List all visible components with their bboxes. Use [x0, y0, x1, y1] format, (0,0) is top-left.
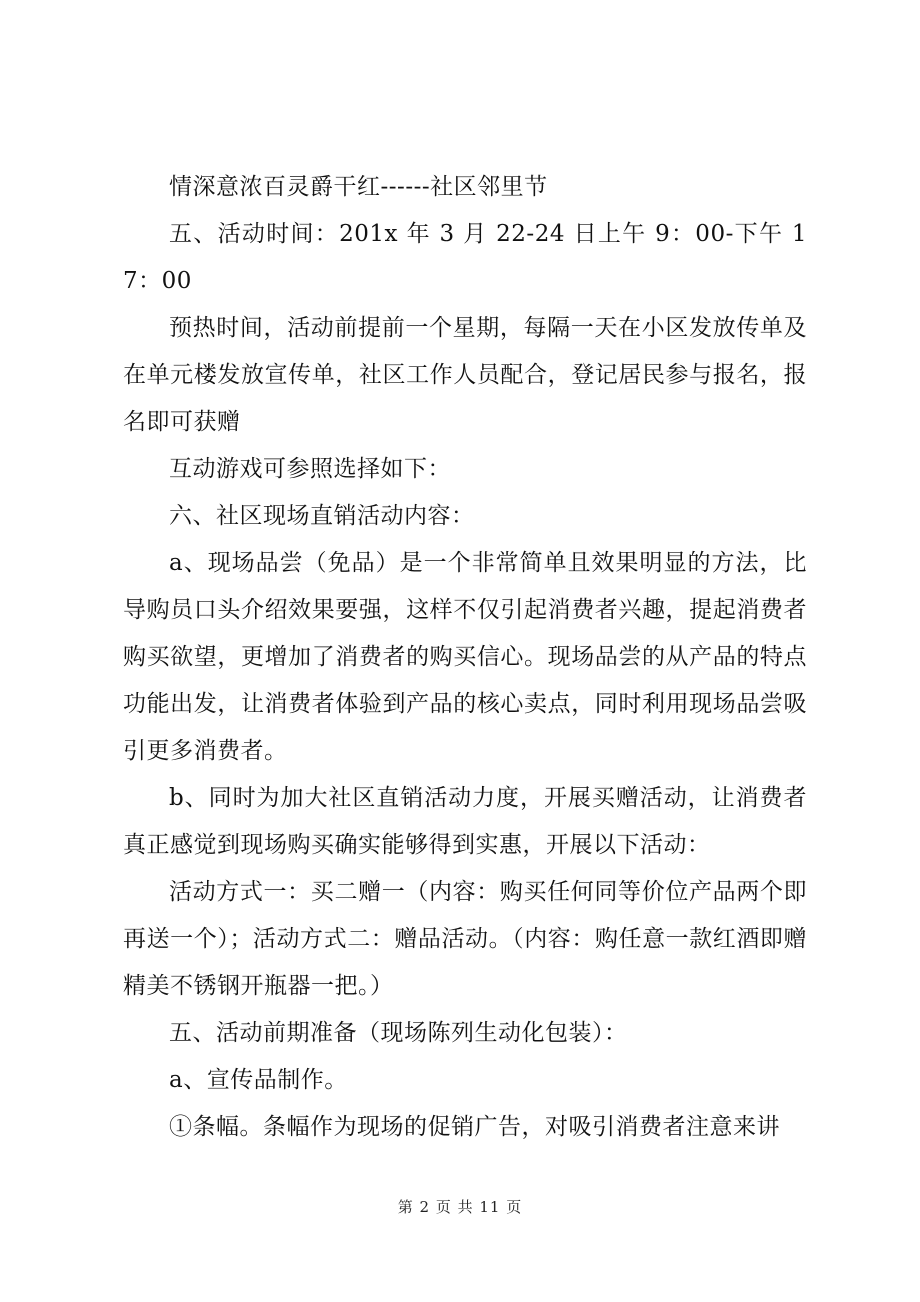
paragraph-games: 互动游戏可参照选择如下： — [169, 456, 451, 482]
page-number: 第 2 页 共 11 页 — [397, 1198, 523, 1216]
document-body — [123, 164, 807, 1151]
page-footer — [0, 1196, 920, 1217]
paragraph-banner: ①条幅。条幅作为现场的促销广告，对吸引消费者注意来讲 — [169, 1114, 780, 1140]
paragraph-title: 情深意浓百灵爵干红------社区邻里节 — [169, 174, 548, 200]
paragraph-activity-modes: 活动方式一：买二赠一（内容：购买任何同等价位产品两个即再送一个）；活动方式二：赠品活动。（内容：购任意一款红酒即赠精美不锈钢开瓶器一把。） — [123, 879, 807, 999]
paragraph-preparation: 五、活动前期准备（现场陈列生动化包装）： — [169, 1020, 628, 1046]
paragraph-section-six: 六、社区现场直销活动内容： — [169, 503, 475, 529]
paragraph-activity-time: 五、活动时间：201x 年 3 月 22-24 日上午 9：00-下午 17：00 — [123, 221, 807, 294]
paragraph-promotion: b、同时为加大社区直销活动力度，开展买赠活动，让消费者真正感觉到现场购买确实能够得到实惠，开展以下活动： — [123, 785, 807, 858]
paragraph-tasting: a、现场品尝（免品）是一个非常简单且效果明显的方法，比导购员口头介绍效果要强，这样不仅引起消费者兴趣，提起消费者购买欲望，更增加了消费者的购买信心。现场品尝的从产品的特点功能出发，让消费者体验到产品的核心卖点，同时利用现场品尝吸引更多消费者。 — [123, 550, 807, 764]
paragraph-materials: a、宣传品制作。 — [169, 1067, 348, 1093]
paragraph-warmup: 预热时间，活动前提前一个星期，每隔一天在小区发放传单及在单元楼发放宣传单，社区工作人员配合，登记居民参与报名，报名即可获赠 — [123, 315, 807, 435]
